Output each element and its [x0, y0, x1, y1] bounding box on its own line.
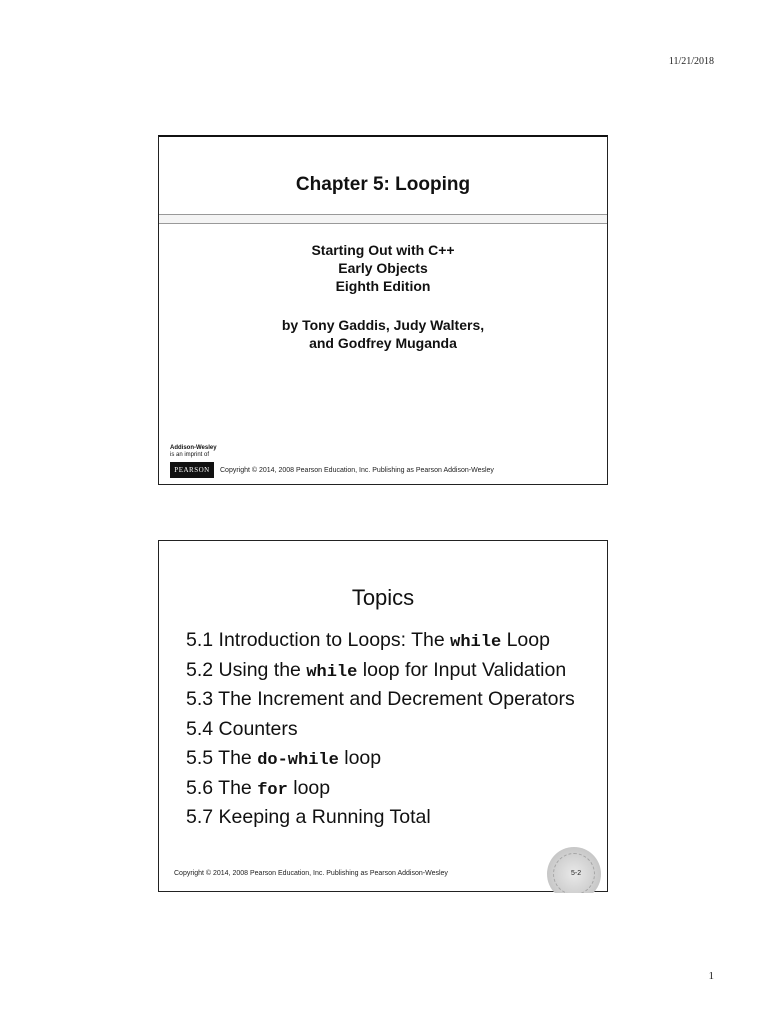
- chapter-title: Chapter 5: Looping: [295, 174, 471, 195]
- topic-item: 5.2 Using the while loop for Input Validation: [186, 658, 567, 682]
- author-line: by Tony Gaddis, Judy Walters,: [281, 317, 485, 333]
- aw-brand: Addison-Wesley: [170, 445, 217, 451]
- author-line: and Godfrey Muganda: [309, 335, 457, 351]
- topic-list: [186, 627, 575, 834]
- addison-wesley-mark: [170, 445, 217, 459]
- topic-item: 5.7 Keeping a Running Total: [186, 806, 431, 828]
- subtitle-line: Early Objects: [338, 260, 428, 276]
- title-divider-band: [159, 214, 607, 224]
- slide-title: Topics: [351, 585, 415, 610]
- subtitle-line: Starting Out with C++: [311, 242, 455, 258]
- aw-imprint: is an imprint of: [170, 452, 210, 458]
- page-number: 1: [708, 970, 714, 982]
- pearson-logo: PEARSON: [170, 462, 214, 478]
- topic-item: 5.5 The do-while loop: [186, 747, 382, 770]
- book-subtitle: [159, 241, 607, 295]
- topic-item: 5.3 The Increment and Decrement Operators: [186, 688, 575, 710]
- print-date: 11/21/2018: [668, 56, 714, 67]
- copyright: Copyright © 2014, 2008 Pearson Education, Inc. Publishing as Pearson Addison-Wesley: [220, 467, 494, 474]
- title-slide: [158, 135, 608, 485]
- copyright: Copyright © 2014, 2008 Pearson Education, Inc. Publishing as Pearson Addison-Wesley: [174, 870, 448, 877]
- subtitle-line: Eighth Edition: [335, 278, 431, 294]
- slide-number: 5-2: [571, 870, 582, 877]
- topic-item: 5.1 Introduction to Loops: The while Loop: [186, 629, 550, 652]
- topic-item: 5.4 Counters: [186, 717, 298, 740]
- topics-slide: [158, 540, 608, 892]
- authors: [159, 316, 607, 352]
- topic-item: 5.6 The for loop: [186, 776, 331, 800]
